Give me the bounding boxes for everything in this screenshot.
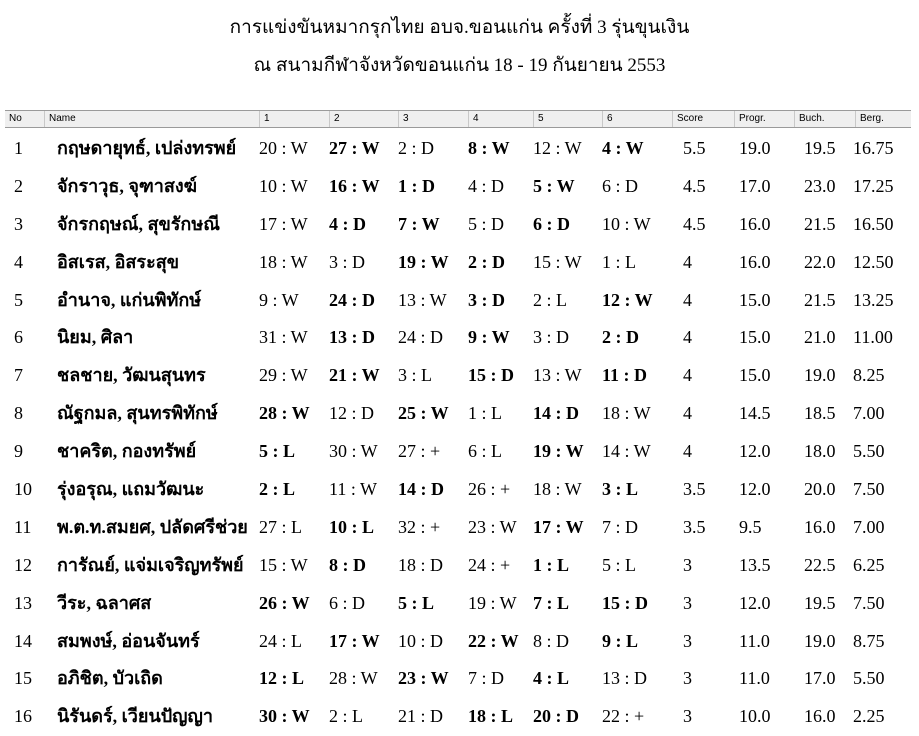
table-row [0,547,919,585]
round-3-result: 7 : W [398,213,440,234]
table-header [5,110,911,128]
buchholz-value: 23.0 [804,175,836,196]
round-3-result: 13 : W [398,289,447,310]
round-1-result: 26 : W [259,592,310,613]
berger-value: 17.25 [853,175,894,196]
round-4-result: 7 : D [468,668,504,689]
progress-value: 10.0 [739,706,771,727]
page-title: การแข่งขันหมากรุกไทย อบจ.ขอนแก่น ครั้งที่ 3 รุ่นขุนเงิน [229,17,690,38]
score-value: 4 [683,403,692,424]
round-3-result: 2 : D [398,138,434,158]
round-1-result: 18 : W [259,251,308,272]
berger-value: 5.50 [853,441,885,462]
round-3-result: 19 : W [398,251,449,272]
round-6-result: 22 : + [602,706,645,727]
buchholz-value: 17.0 [804,668,836,689]
berger-value: 6.25 [853,554,885,575]
round-2-result: 12 : D [329,403,374,424]
player-number: 6 [14,327,23,348]
player-name: อภิชิต, บัวเถิด [57,668,163,689]
buchholz-value: 19.0 [804,365,836,386]
round-2-result: 6 : D [329,592,365,613]
round-2-result: 28 : W [329,668,378,689]
player-name: อิสเรส, อิสระสุข [57,251,180,272]
round-4-result: 24 : + [468,554,511,575]
player-number: 10 [14,479,32,500]
table-row [0,623,919,661]
round-1-result: 15 : W [259,554,308,575]
buchholz-value: 19.5 [804,138,836,158]
berger-value: 16.50 [853,213,894,234]
berger-value: 7.50 [853,592,885,613]
round-1-result: 2 : L [259,479,295,500]
score-value: 3 [683,630,692,651]
round-5-result: 5 : W [533,175,575,196]
player-name: การัณย์, แจ่มเจริญทรัพย์ [57,554,244,575]
standings-table [0,130,919,736]
round-2-result: 4 : D [329,213,366,234]
round-5-result: 8 : D [533,630,569,651]
player-name: วีระ, ฉลาศส [57,592,152,613]
score-value: 4 [683,327,692,348]
round-3-result: 21 : D [398,706,443,727]
berger-value: 8.75 [853,630,885,651]
header-berger[interactable]: Berg. [855,111,911,127]
round-5-result: 13 : W [533,365,582,386]
table-row [0,130,919,168]
round-5-result: 6 : D [533,213,570,234]
round-5-result: 20 : D [533,706,579,727]
round-5-result: 2 : L [533,289,567,310]
player-number: 4 [14,251,23,272]
round-6-result: 6 : D [602,175,638,196]
progress-value: 11.0 [739,630,770,651]
berger-value: 2.25 [853,706,885,727]
progress-value: 12.0 [739,441,771,462]
round-2-result: 24 : D [329,289,375,310]
round-1-result: 20 : W [259,138,308,158]
round-6-result: 1 : L [602,251,636,272]
buchholz-value: 21.5 [804,289,836,310]
round-6-result: 10 : W [602,213,651,234]
player-name: อำนาจ, แก่นพิทักษ์ [57,289,202,310]
round-1-result: 12 : L [259,668,304,689]
round-2-result: 8 : D [329,554,366,575]
buchholz-value: 21.0 [804,327,836,348]
berger-value: 12.50 [853,251,894,272]
round-6-result: 2 : D [602,327,639,348]
berger-value: 7.00 [853,403,885,424]
score-value: 3 [683,706,692,727]
round-4-result: 5 : D [468,213,504,234]
round-3-result: 24 : D [398,327,443,348]
progress-value: 12.0 [739,592,771,613]
player-number: 8 [14,403,23,424]
buchholz-value: 19.5 [804,592,836,613]
round-1-result: 29 : W [259,365,308,386]
table-row [0,395,919,433]
player-number: 16 [14,706,32,727]
header-round-4[interactable]: 4 [468,111,533,127]
buchholz-value: 20.0 [804,479,836,500]
score-value: 3 [683,554,692,575]
round-5-result: 15 : W [533,251,582,272]
berger-value: 8.25 [853,365,885,386]
round-4-result: 26 : + [468,479,511,500]
header-buchholz[interactable]: Buch. [794,111,855,127]
buchholz-value: 22.5 [804,554,836,575]
buchholz-value: 22.0 [804,251,836,272]
round-5-result: 14 : D [533,403,579,424]
header-round-6[interactable]: 6 [602,111,672,127]
player-number: 9 [14,441,23,462]
progress-value: 11.0 [739,668,770,689]
round-6-result: 12 : W [602,289,653,310]
round-2-result: 10 : L [329,516,374,537]
berger-value: 13.25 [853,289,894,310]
header-round-3[interactable]: 3 [398,111,468,127]
score-value: 3 [683,668,692,689]
round-3-result: 27 : + [398,441,441,462]
round-2-result: 27 : W [329,138,380,158]
round-5-result: 4 : L [533,668,569,689]
round-2-result: 2 : L [329,706,363,727]
progress-value: 15.0 [739,365,771,386]
round-4-result: 4 : D [468,175,504,196]
score-value: 3 [683,592,692,613]
table-row [0,357,919,395]
buchholz-value: 16.0 [804,706,836,727]
progress-value: 12.0 [739,479,771,500]
score-value: 5.5 [683,138,706,158]
round-4-result: 18 : L [468,706,513,727]
round-4-result: 15 : D [468,365,514,386]
round-2-result: 30 : W [329,441,378,462]
player-number: 11 [14,516,32,537]
round-2-result: 16 : W [329,175,380,196]
progress-value: 15.0 [739,327,771,348]
round-5-result: 17 : W [533,516,584,537]
player-number: 13 [14,592,32,613]
berger-value: 7.00 [853,516,885,537]
page-subtitle: ณ สนามกีฬาจังหวัดขอนแก่น 18 - 19 กันยายน 2553 [253,55,666,76]
round-6-result: 3 : L [602,479,638,500]
round-6-result: 9 : L [602,630,638,651]
player-name: จักราวุธ, จุฑาสงฆ์ [57,175,198,196]
round-3-result: 32 : + [398,516,441,537]
header-progress[interactable]: Progr. [734,111,794,127]
player-name: ชลชาย, วัฒนสุนทร [57,365,206,386]
round-2-result: 13 : D [329,327,375,348]
player-name: นิรันดร์, เวียนปัญญา [57,706,213,727]
player-number: 7 [14,365,23,386]
header-score[interactable]: Score [672,111,734,127]
round-1-result: 9 : W [259,289,299,310]
table-row [0,471,919,509]
round-3-result: 14 : D [398,479,444,500]
table-row [0,433,919,471]
header-round-5[interactable]: 5 [533,111,602,127]
table-row [0,509,919,547]
header-name[interactable]: Name [44,111,259,127]
round-4-result: 9 : W [468,327,510,348]
round-5-result: 18 : W [533,479,582,500]
player-name: ชาคริต, กองทรัพย์ [57,441,197,462]
table-row [0,282,919,320]
round-6-result: 15 : D [602,592,648,613]
round-3-result: 18 : D [398,554,443,575]
round-5-result: 12 : W [533,138,582,158]
player-number: 1 [14,138,23,158]
score-value: 4.5 [683,213,706,234]
player-number: 2 [14,175,23,196]
player-number: 5 [14,289,23,310]
round-1-result: 27 : L [259,516,302,537]
round-5-result: 3 : D [533,327,569,348]
round-3-result: 25 : W [398,403,449,424]
score-value: 4 [683,251,692,272]
table-row [0,168,919,206]
round-3-result: 3 : L [398,365,432,386]
round-3-result: 1 : D [398,175,435,196]
player-name: พ.ต.ท.สมยศ, ปลัดศรีช่วย [57,516,248,537]
table-row [0,244,919,282]
player-name: นิยม, ศิลา [57,327,134,348]
round-4-result: 22 : W [468,630,519,651]
round-1-result: 28 : W [259,403,310,424]
round-1-result: 10 : W [259,175,308,196]
progress-value: 9.5 [739,516,762,537]
round-3-result: 5 : L [398,592,434,613]
table-row [0,585,919,623]
round-6-result: 11 : D [602,365,647,386]
round-1-result: 5 : L [259,441,295,462]
header-round-1[interactable]: 1 [259,111,329,127]
round-1-result: 30 : W [259,706,310,727]
round-4-result: 19 : W [468,592,517,613]
round-4-result: 8 : W [468,138,510,158]
round-6-result: 7 : D [602,516,638,537]
round-5-result: 1 : L [533,554,569,575]
round-5-result: 7 : L [533,592,569,613]
round-4-result: 2 : D [468,251,505,272]
table-row [0,698,919,736]
round-1-result: 24 : L [259,630,302,651]
table-row [0,206,919,244]
progress-value: 13.5 [739,554,771,575]
round-2-result: 17 : W [329,630,380,651]
round-3-result: 10 : D [398,630,443,651]
round-6-result: 14 : W [602,441,651,462]
player-name: รุ่งอรุณ, แถมวัฒนะ [57,479,205,500]
score-value: 4 [683,441,692,462]
round-2-result: 11 : W [329,479,377,500]
player-name: กฤษดายุทธ์, เปล่งทรพย์ [57,138,237,158]
score-value: 3.5 [683,479,706,500]
buchholz-value: 18.0 [804,441,836,462]
progress-value: 19.0 [739,138,771,158]
player-number: 12 [14,554,32,575]
score-value: 4 [683,289,692,310]
progress-value: 17.0 [739,175,771,196]
round-6-result: 4 : W [602,138,644,158]
round-1-result: 17 : W [259,213,308,234]
round-6-result: 18 : W [602,403,651,424]
player-number: 15 [14,668,32,689]
header-round-2[interactable]: 2 [329,111,398,127]
buchholz-value: 19.0 [804,630,836,651]
progress-value: 16.0 [739,213,771,234]
round-2-result: 3 : D [329,251,365,272]
round-3-result: 23 : W [398,668,449,689]
berger-value: 7.50 [853,479,885,500]
round-4-result: 6 : L [468,441,502,462]
buchholz-value: 16.0 [804,516,836,537]
player-number: 14 [14,630,32,651]
player-name: สมพงษ์, อ่อนจันทร์ [57,630,200,651]
round-4-result: 1 : L [468,403,502,424]
round-5-result: 19 : W [533,441,584,462]
round-4-result: 3 : D [468,289,505,310]
score-value: 4.5 [683,175,706,196]
buchholz-value: 21.5 [804,213,836,234]
progress-value: 16.0 [739,251,771,272]
buchholz-value: 18.5 [804,403,836,424]
round-1-result: 31 : W [259,327,308,348]
table-row [0,660,919,698]
header-no[interactable]: No [9,113,22,124]
player-name: ณัฐกมล, สุนทรพิทักษ์ [57,403,218,424]
progress-value: 15.0 [739,289,771,310]
round-6-result: 13 : D [602,668,647,689]
round-6-result: 5 : L [602,554,636,575]
round-2-result: 21 : W [329,365,380,386]
player-name: จักรกฤษณ์, สุขรักษณี [57,213,220,234]
progress-value: 14.5 [739,403,771,424]
round-4-result: 23 : W [468,516,517,537]
berger-value: 5.50 [853,668,885,689]
score-value: 3.5 [683,516,706,537]
score-value: 4 [683,365,692,386]
player-number: 3 [14,213,23,234]
berger-value: 16.75 [853,138,894,158]
table-row [0,319,919,357]
berger-value: 11.00 [853,327,893,348]
